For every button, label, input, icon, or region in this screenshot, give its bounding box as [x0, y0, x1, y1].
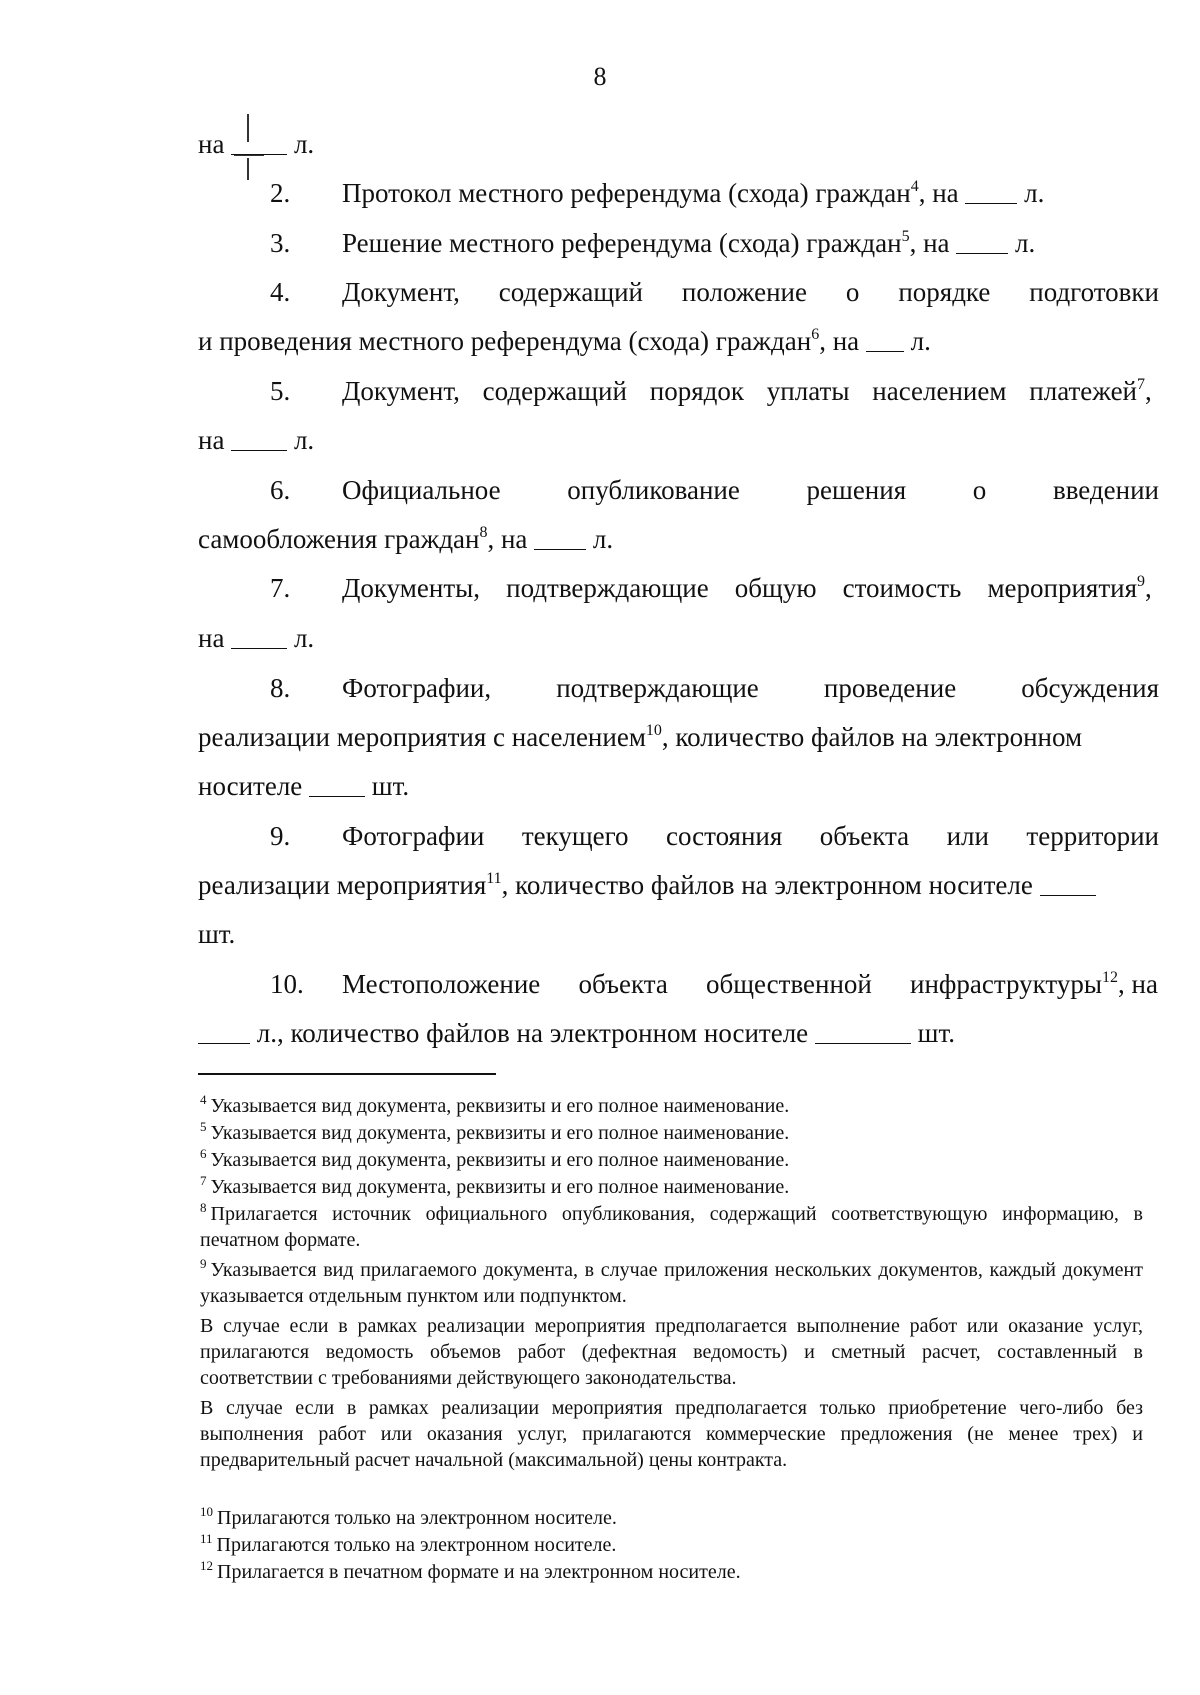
list-item-8-cont: реализации мероприятия с населением$^{10}$, количество файлов на электронном — [198, 722, 1083, 752]
footnote-5: $^5$ Указывается вид документа, реквизиты и его полное наименование. — [200, 1119, 790, 1144]
item-1-tail: на л. — [198, 129, 315, 159]
list-item-6: 6. Официальное опубликование решения о введении — [270, 475, 1159, 505]
list-item-9-cont: реализации мероприятия$^{11}$, количество файлов на электронном носителе — [198, 869, 1143, 901]
list-item-8-cont2: носителе шт. — [198, 771, 410, 801]
list-item-10-cont: л., количество файлов на электронном носителе шт. — [198, 1017, 1143, 1049]
list-item-7: 7. Документы, подтверждающие общую стоимость мероприятия$^9$, — [270, 573, 1152, 603]
footnote-9-para-2: В случае если в рамках реализации мероприятия предполагается выполнение работ или оказание услуг, прилагаются ведомость объемов работ (дефектная ведомость) и сметный расчет, составленный в соответствии с требованиями действующего законодательства. — [200, 1315, 1143, 1389]
list-item-8: 8. Фотографии, подтверждающие проведение обсуждения — [270, 673, 1159, 703]
footnote-8: $^8$ Прилагается источник официального опубликования, содержащий соответствующую информацию, в печатном формате. — [200, 1200, 1143, 1251]
list-item-2: 2. Протокол местного референдума (схода) граждан$^4$, на л. — [270, 178, 1045, 208]
list-item-9: 9. Фотографии текущего состояния объекта или территории — [270, 821, 1159, 851]
list-item-10: 10. Местоположение объекта общественной инфраструктуры$^{12}$, на — [270, 969, 1158, 999]
footnote-6: $^6$ Указывается вид документа, реквизиты и его полное наименование. — [200, 1146, 790, 1171]
footnote-7: $^7$ Указывается вид документа, реквизиты и его полное наименование. — [200, 1173, 790, 1198]
list-item-3: 3. Решение местного референдума (схода) граждан$^5$, на л. — [270, 228, 1036, 258]
footnote-4: $^4$ Указывается вид документа, реквизиты и его полное наименование. — [200, 1092, 790, 1117]
footnote-separator — [198, 1073, 496, 1075]
footnote-11: $^{11}$ Прилагаются только на электронном носителе. — [200, 1531, 617, 1556]
list-item-4: 4. Документ, содержащий положение о порядке подготовки — [270, 277, 1159, 307]
footnote-9: $^9$ Указывается вид прилагаемого документа, в случае приложения нескольких документов, каждый документ указывается отдельным пунктом или подпунктом. — [200, 1256, 1143, 1307]
footnote-10: $^{10}$ Прилагаются только на электронном носителе. — [200, 1504, 617, 1529]
list-item-5: 5. Документ, содержащий порядок уплаты населением платежей$^7$, — [270, 376, 1152, 406]
list-item-9-cont2: шт. — [198, 919, 236, 949]
footnote-9-para-3: В случае если в рамках реализации мероприятия предполагается только приобретение чего-либо без выполнения работ или оказания услуг, прилагаются коммерческие предложения (не менее трех) и предварительный расчет начальной (максимальной) цены контракта. — [200, 1397, 1143, 1471]
list-item-7-cont: на л. — [198, 623, 315, 653]
list-item-6-cont: самообложения граждан$^8$, на л. — [198, 524, 614, 554]
list-item-4-cont: и проведения местного референдума (схода) граждан$^6$, на л. — [198, 326, 931, 356]
list-item-5-cont: на л. — [198, 425, 315, 455]
footnote-12: $^{12}$ Прилагается в печатном формате и на электронном носителе. — [200, 1558, 741, 1583]
page-number: 8 — [593, 62, 607, 91]
